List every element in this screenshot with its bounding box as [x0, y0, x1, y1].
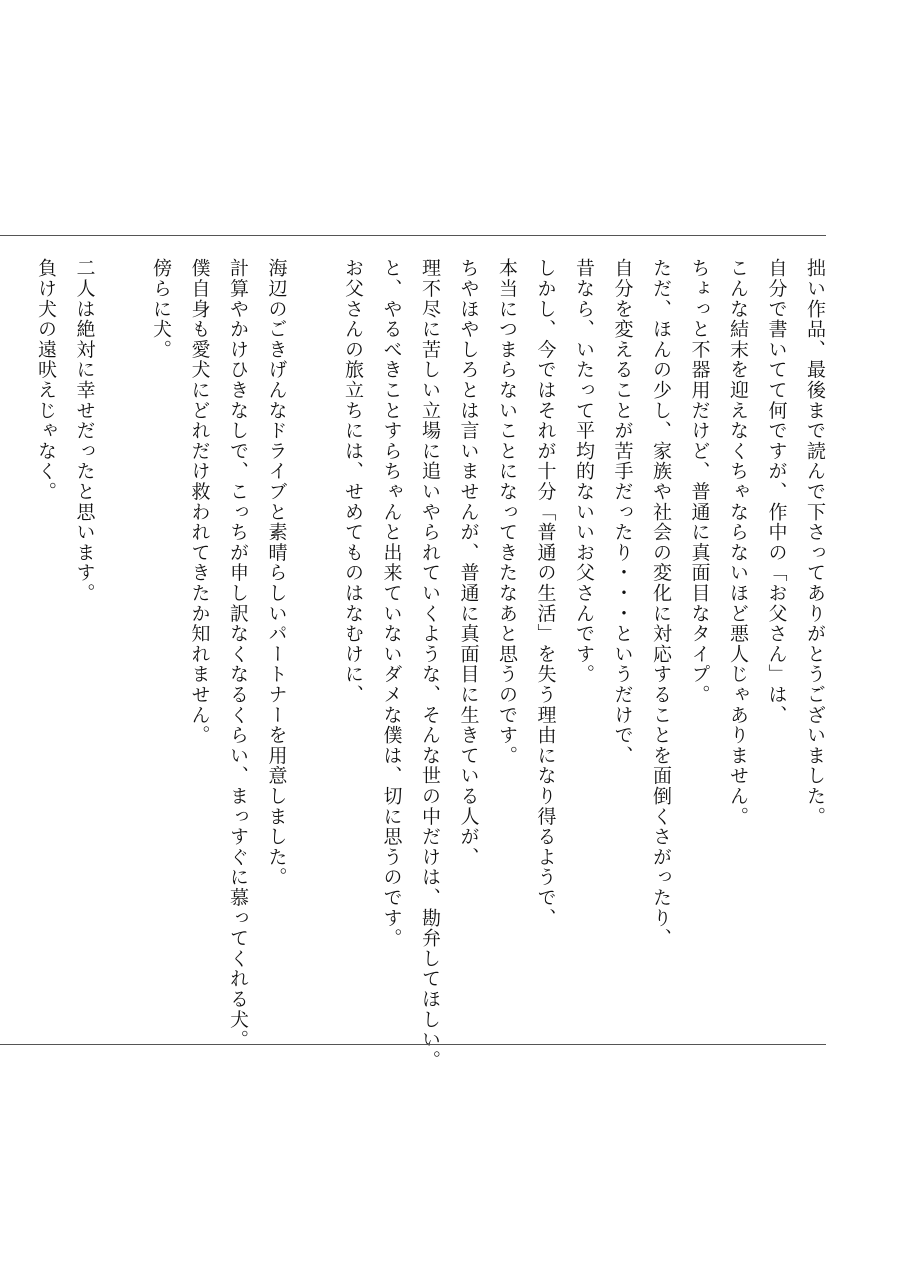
text-line: しかし、今ではそれが十分「普通の生活」を失う理由になり得るようで、 — [534, 258, 557, 928]
text-line: 拙い作品、最後まで読んで下さってありがとうございました。 — [804, 258, 826, 827]
text-line: こんな結末を迎えなくちゃならないほど悪人じゃありません。 — [727, 258, 749, 827]
text-line: 海辺のごきげんなドライブと素晴らしいパートナーを用意しました。 — [265, 258, 288, 888]
text-line: お父さんの旅立ちには、せめてものはなむけに、 — [342, 258, 364, 705]
text-line: 自分で書いてて何ですが、作中の「お父さん」は、 — [765, 258, 788, 725]
text-line: ただ、ほんの少し、家族や社会の変化に対応することを面倒くさがったり、 — [650, 258, 672, 949]
afterword-text — [27, 258, 835, 1070]
text-line: 計算やかけひきなしで、こっちが申し訳なくなるくらい、まっすぐに慕ってくれる犬。 — [227, 258, 249, 1050]
text-line: 傍らに犬。 — [150, 258, 172, 360]
text-line: 二人は絶対に幸せだったと思います。 — [73, 258, 96, 604]
text-line: ちやほやしろとは言いませんが、普通に真面目に生きている人が、 — [457, 258, 480, 867]
text-line: ちょっと不器用だけど、普通に真面目なタイプ。 — [688, 258, 711, 705]
text-line: 自分を変えることが苦手だったり・・・というだけで、 — [611, 258, 634, 766]
bottom-rule — [0, 1044, 826, 1045]
text-line: 昔なら、いたって平均的ないいお父さんです。 — [573, 258, 595, 685]
text-line: 本当につまらないことになってきたなあと思うのです。 — [496, 258, 518, 766]
top-rule — [0, 235, 826, 236]
text-line: と、やるべきことすらちゃんと出来ていないダメな僕は、切に思うのです。 — [380, 258, 403, 949]
text-line: 僕自身も愛犬にどれだけ救われてきたか知れません。 — [188, 258, 211, 746]
text-line: 負け犬の遠吠えじゃなく。 — [35, 258, 57, 502]
text-line: 理不尽に苦しい立場に追いやられていくような、そんな世の中だけは、勘弁してほしい。 — [419, 258, 441, 1070]
